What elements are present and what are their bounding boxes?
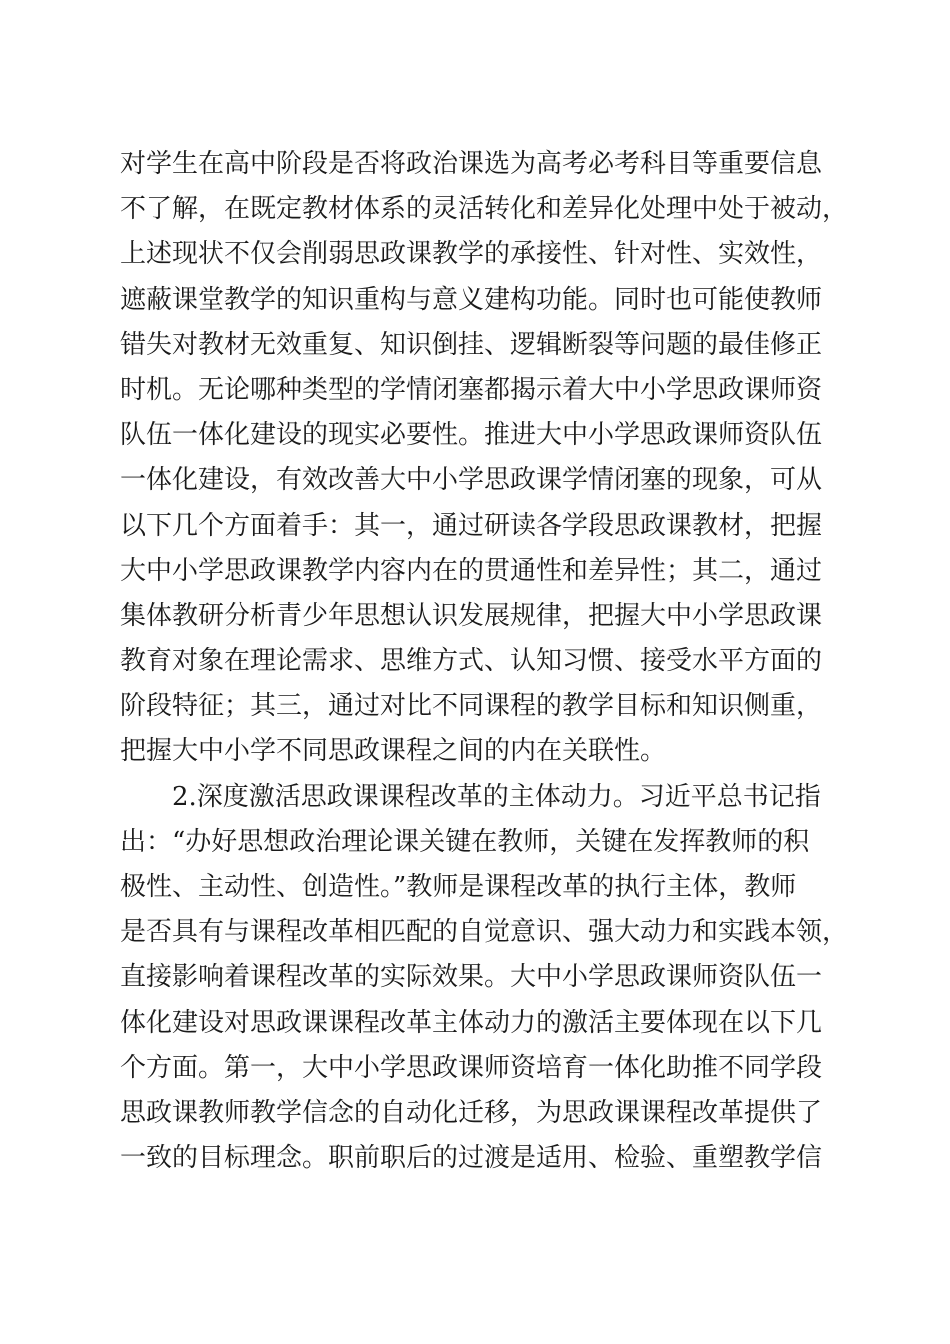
text-line: 集体教研分析青少年思想认识发展规律，把握大中小学思政课 [120, 600, 823, 631]
text-line: 以下几个方面着手：其一，通过研读各学段思政课教材，把握 [120, 510, 823, 541]
text-line: 上述现状不仅会削弱思政课教学的承接性、针对性、实效性， [120, 239, 823, 270]
text-line: 阶段特征；其三，通过对比不同课程的教学目标和知识侧重， [120, 691, 823, 722]
section-heading-line: 2.深度激活思政课课程改革的主体动力。习近平总书记指 [172, 781, 821, 812]
text-line: 极性、主动性、创造性。”教师是课程改革的执行主体，教师 [120, 872, 797, 902]
text-line: 个方面。第一，大中小学思政课师资培育一体化助推不同学段 [120, 1052, 823, 1083]
text-line: 队伍一体化建设的现实必要性。推进大中小学思政课师资队伍 [120, 420, 823, 451]
text-line: 把握大中小学不同思政课程之间的内在关联性。 [120, 736, 667, 767]
text-line: 一致的目标理念。职前职后的过渡是适用、检验、重塑教学信 [120, 1143, 823, 1174]
text-line: 大中小学思政课教学内容内在的贯通性和差异性；其二，通过 [120, 555, 823, 586]
text-line: 出：“办好思想政治理论课关键在教师，关键在发挥教师的积 [120, 826, 810, 857]
text-line: 一体化建设，有效改善大中小学思政课学情闭塞的现象，可从 [120, 465, 823, 496]
text-line: 错失对教材无效重复、知识倒挂、逻辑断裂等问题的最佳修正 [120, 329, 823, 360]
body-text [120, 142, 849, 1181]
text-line: 教育对象在理论需求、思维方式、认知习惯、接受水平方面的 [120, 646, 823, 677]
text-line: 遮蔽课堂教学的知识重构与意义建构功能。同时也可能使教师 [120, 284, 823, 315]
text-line: 体化建设对思政课课程改革主体动力的激活主要体现在以下几 [120, 1007, 823, 1038]
text-line: 不了解，在既定教材体系的灵活转化和差异化处理中处于被动， [120, 194, 849, 225]
text-line: 对学生在高中阶段是否将政治课选为高考必考科目等重要信息 [120, 149, 823, 179]
text-line: 是否具有与课程改革相匹配的自觉意识、强大动力和实践本领， [120, 917, 849, 948]
text-line: 直接影响着课程改革的实际效果。大中小学思政课师资队伍一 [120, 962, 823, 993]
text-line: 时机。无论哪种类型的学情闭塞都揭示着大中小学思政课师资 [120, 374, 823, 405]
text-line: 思政课教师教学信念的自动化迁移，为思政课课程改革提供了 [120, 1097, 823, 1128]
